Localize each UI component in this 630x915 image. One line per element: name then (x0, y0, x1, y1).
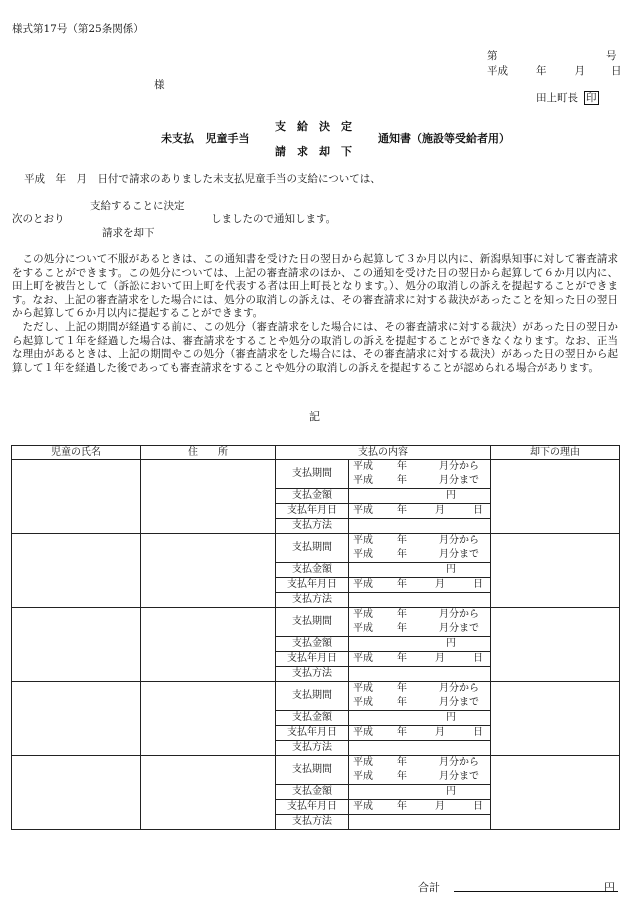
addressee-suffix: 様 (154, 79, 165, 91)
date-cell[interactable] (349, 578, 491, 593)
child-name-cell[interactable] (12, 460, 141, 534)
period-to-era: 平成 (353, 549, 373, 560)
amount-cell[interactable] (349, 711, 491, 726)
seal-char: 印 (586, 92, 597, 104)
child-name-cell[interactable] (12, 608, 141, 682)
amount-label: 支払金額 (276, 563, 349, 578)
address-cell[interactable] (141, 460, 276, 534)
date-day: 日 (473, 653, 483, 664)
period-from-era: 平成 (353, 461, 373, 472)
period-label: 支払期間 (276, 608, 349, 637)
reject-reason-cell[interactable] (491, 682, 620, 756)
date-label: 支払年月日 (276, 578, 349, 593)
date-month: 月 (435, 727, 445, 738)
period-from-era: 平成 (353, 535, 373, 546)
date-label: 支払年月日 (276, 504, 349, 519)
issue-date-day: 日 (611, 65, 622, 77)
date-day: 日 (473, 801, 483, 812)
period-to-era: 平成 (353, 771, 373, 782)
period-from-era: 平成 (353, 683, 373, 694)
option-reject: 請求を却下 (102, 227, 155, 239)
child-entry-row (12, 756, 620, 785)
issue-date (487, 66, 622, 77)
amount-unit: 円 (446, 564, 456, 575)
date-month: 月 (435, 579, 445, 590)
period-to-year: 年 (397, 697, 407, 708)
child-entry-row (12, 460, 620, 489)
period-from: 月分から (439, 683, 479, 694)
notice-paragraph-1: この処分について不服があるときは、この通知書を受けた日の翌日から起算して３か月以内に、新潟県知事に対して審査請求をすることができます。この処分については、上記の審査請求のほか、この通知を受けた日の翌日から起算して６か月以内に、田上町を被告として（訴訟において田上町を代表する者は田上町長となります。）、処分の取消しの訴えを提起することができます。なお、上記の審査請求をした場合には、処分の取消しの訴えは、その審査請求に対する裁決があったことを知った日の翌日から起算して６か月以内に提起することができます。 (12, 253, 618, 320)
period-from-year: 年 (397, 461, 407, 472)
title-stack-top: 支 給 決 定 (275, 120, 352, 133)
intro-tail: しましたので通知します。 (211, 213, 337, 225)
period-to: 月分まで (439, 697, 479, 708)
period-from-year: 年 (397, 757, 407, 768)
date-year: 年 (397, 727, 407, 738)
amount-unit: 円 (446, 638, 456, 649)
period-from: 月分から (439, 609, 479, 620)
amount-label: 支払金額 (276, 785, 349, 800)
amount-unit: 円 (446, 786, 456, 797)
period-cell[interactable] (349, 608, 491, 637)
period-from-era: 平成 (353, 757, 373, 768)
date-year: 年 (397, 653, 407, 664)
seal-box (584, 91, 599, 105)
date-year: 年 (397, 505, 407, 516)
method-label: 支払方法 (276, 741, 349, 756)
title-left-a: 未支払 (161, 132, 194, 145)
period-label: 支払期間 (276, 534, 349, 563)
method-cell[interactable] (349, 667, 491, 682)
amount-unit: 円 (446, 490, 456, 501)
period-cell[interactable] (349, 460, 491, 489)
address-cell[interactable] (141, 534, 276, 608)
date-label: 支払年月日 (276, 800, 349, 815)
issuer-name: 田上町長 (536, 92, 578, 104)
period-from: 月分から (439, 535, 479, 546)
method-cell[interactable] (349, 519, 491, 534)
date-month: 月 (435, 801, 445, 812)
date-cell[interactable] (349, 504, 491, 519)
date-day: 日 (473, 727, 483, 738)
period-to: 月分まで (439, 771, 479, 782)
method-cell[interactable] (349, 593, 491, 608)
period-to: 月分まで (439, 475, 479, 486)
issue-date-era: 平成 (487, 65, 508, 77)
date-label: 支払年月日 (276, 652, 349, 667)
header-address: 住 所 (141, 446, 276, 460)
period-from-year: 年 (397, 609, 407, 620)
date-cell[interactable] (349, 726, 491, 741)
date-month: 月 (435, 653, 445, 664)
amount-label: 支払金額 (276, 637, 349, 652)
date-era: 平成 (353, 727, 373, 738)
period-label: 支払期間 (276, 756, 349, 785)
amount-cell[interactable] (349, 637, 491, 652)
payment-table (11, 445, 620, 830)
reject-reason-cell[interactable] (491, 534, 620, 608)
notice-text (12, 253, 618, 375)
child-name-cell[interactable] (12, 756, 141, 830)
child-entry-row (12, 608, 620, 637)
period-from: 月分から (439, 461, 479, 472)
method-label: 支払方法 (276, 667, 349, 682)
child-entry-row (12, 682, 620, 711)
date-label: 支払年月日 (276, 726, 349, 741)
period-to-year: 年 (397, 623, 407, 634)
reject-reason-cell[interactable] (491, 756, 620, 830)
method-label: 支払方法 (276, 593, 349, 608)
ki-mark: 記 (309, 410, 320, 423)
doc-number-prefix: 第 (487, 50, 498, 62)
address-cell[interactable] (141, 756, 276, 830)
child-name-cell[interactable] (12, 682, 141, 756)
issuer (536, 91, 599, 105)
reject-reason-cell[interactable] (491, 608, 620, 682)
amount-label: 支払金額 (276, 489, 349, 504)
date-era: 平成 (353, 505, 373, 516)
header-reject-reason: 却下の理由 (491, 446, 620, 460)
period-to-year: 年 (397, 549, 407, 560)
method-label: 支払方法 (276, 519, 349, 534)
total-input-line[interactable] (454, 891, 618, 892)
notice-paragraph-2: ただし、上記の期間が経過する前に、この処分（審査請求をした場合には、その審査請求に対する裁決）があった日の翌日から起算して１年を経過した場合は、審査請求をすることや処分の取消しの訴えを提起することができなくなります。なお、正当な理由があるときは、上記の期間やこの処分（審査請求をした場合には、その審査請求に対する裁決）があった日の翌日から起算して１年を経過した後であっても審査請求をすることや処分の取消しの訴えを提起することが認められる場合があります。 (12, 320, 618, 374)
title-left (161, 133, 250, 144)
address-cell[interactable] (141, 608, 276, 682)
amount-cell[interactable] (349, 563, 491, 578)
date-era: 平成 (353, 801, 373, 812)
amount-cell[interactable] (349, 489, 491, 504)
date-day: 日 (473, 579, 483, 590)
amount-cell[interactable] (349, 785, 491, 800)
period-to-era: 平成 (353, 697, 373, 708)
period-from-era: 平成 (353, 609, 373, 620)
header-child-name: 児童の氏名 (12, 446, 141, 460)
total-unit: 円 (604, 881, 615, 894)
period-from-year: 年 (397, 535, 407, 546)
doc-number-suffix: 号 (606, 50, 617, 62)
period-to-year: 年 (397, 771, 407, 782)
period-cell[interactable] (349, 756, 491, 785)
period-to-era: 平成 (353, 475, 373, 486)
date-year: 年 (397, 579, 407, 590)
period-label: 支払期間 (276, 682, 349, 711)
header-payment-content: 支払の内容 (276, 446, 491, 460)
method-label: 支払方法 (276, 815, 349, 830)
date-era: 平成 (353, 579, 373, 590)
period-to-year: 年 (397, 475, 407, 486)
address-cell[interactable] (141, 682, 276, 756)
issue-date-month: 月 (574, 65, 585, 77)
title-right: 通知書（施設等受給者用） (378, 132, 510, 145)
option-pay: 支給することに決定 (90, 200, 185, 212)
form-label: 様式第17号（第25条関係） (12, 23, 144, 35)
child-name-cell[interactable] (12, 534, 141, 608)
title-stack-bottom: 請 求 却 下 (275, 145, 352, 158)
period-from: 月分から (439, 757, 479, 768)
title-left-b: 児童手当 (205, 132, 250, 145)
period-cell[interactable] (349, 682, 491, 711)
period-to: 月分まで (439, 623, 479, 634)
issue-date-year: 年 (536, 65, 547, 77)
date-cell[interactable] (349, 800, 491, 815)
child-entry-row (12, 534, 620, 563)
period-to-era: 平成 (353, 623, 373, 634)
intro-line: 平成 年 月 日付で請求のありました未支払児童手当の支給については、 (24, 173, 381, 185)
date-month: 月 (435, 505, 445, 516)
period-from-year: 年 (397, 683, 407, 694)
amount-label: 支払金額 (276, 711, 349, 726)
intro-lead: 次のとおり (12, 213, 65, 225)
total-label: 合計 (418, 881, 440, 894)
method-cell[interactable] (349, 815, 491, 830)
date-era: 平成 (353, 653, 373, 664)
date-day: 日 (473, 505, 483, 516)
date-year: 年 (397, 801, 407, 812)
period-label: 支払期間 (276, 460, 349, 489)
period-cell[interactable] (349, 534, 491, 563)
date-cell[interactable] (349, 652, 491, 667)
method-cell[interactable] (349, 741, 491, 756)
amount-unit: 円 (446, 712, 456, 723)
reject-reason-cell[interactable] (491, 460, 620, 534)
period-to: 月分まで (439, 549, 479, 560)
